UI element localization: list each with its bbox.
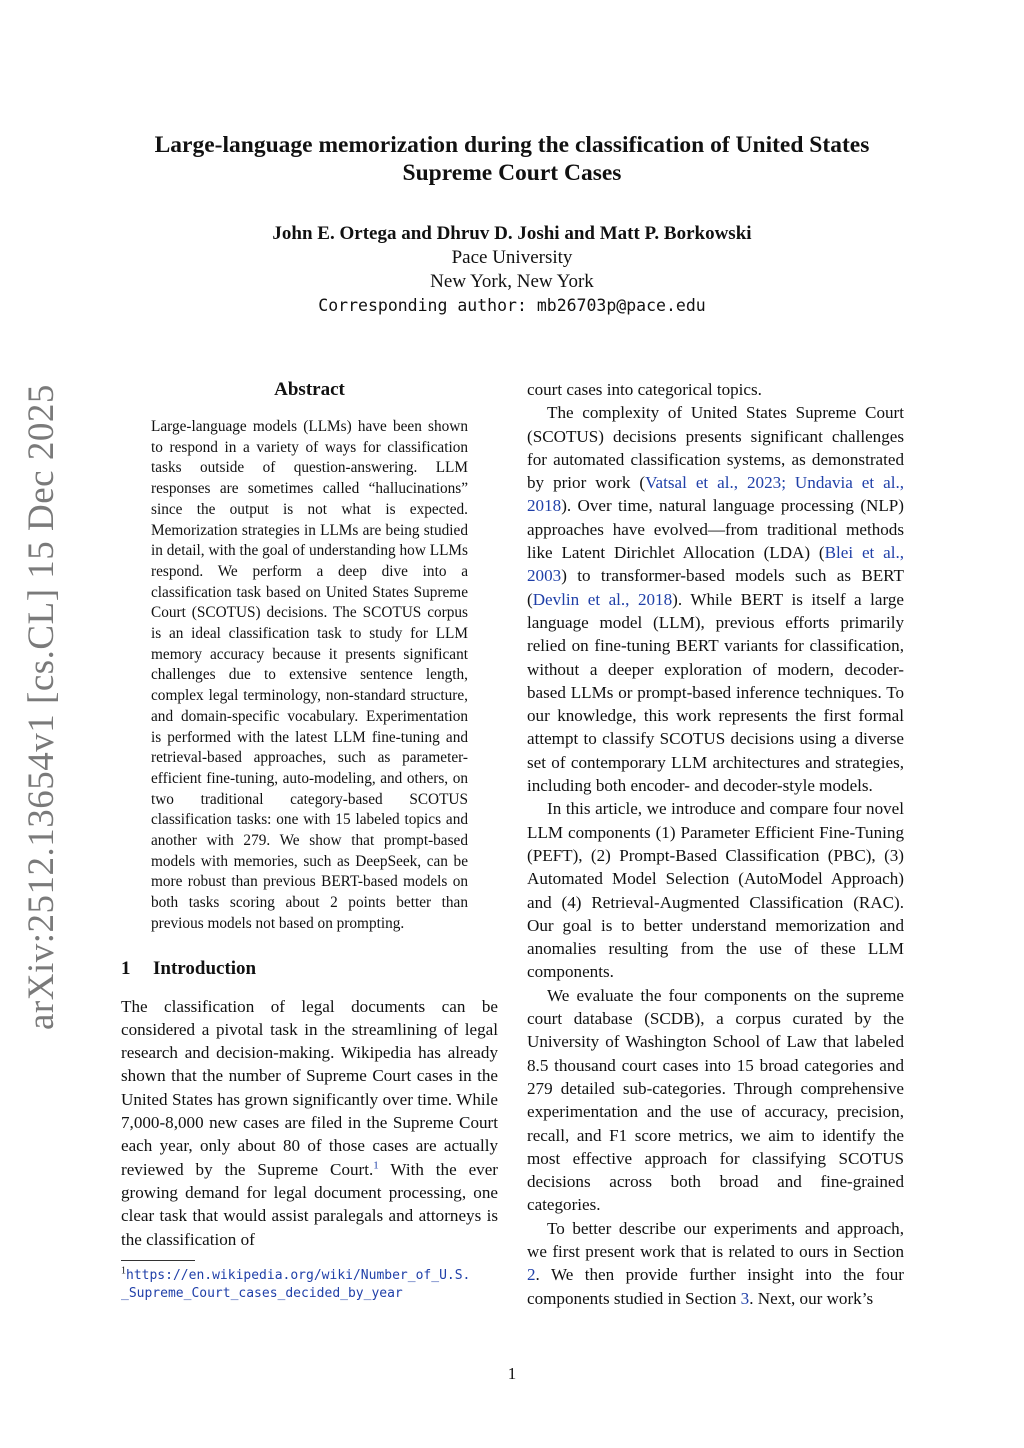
intro-paragraph-2 bbox=[527, 401, 904, 797]
intro-paragraph-3: In this article, we introduce and compare four novel LLM components (1) Parameter Efficient Fine-Tuning (PEFT), (2) Prompt-Based Classification (PBC), (3) Automated Model Selection (AutoModel Approach) and (4) Retrieval-Augmented Classification (RAC). Our goal is to better understand memorization and anomalies resulting from the use of these LLM components. bbox=[527, 799, 904, 982]
section-title: Introduction bbox=[153, 957, 257, 979]
footnote-1 bbox=[121, 1267, 498, 1303]
footnote-number: 1 bbox=[121, 1265, 126, 1277]
intro-paragraph-2-text-d: ). While BERT is itself a large language model (LLM), previous efforts primarily relied on fine-tuning BERT variants for classification, without a deeper exploration of modern, decoder-based LLMs or prompt-based inference techniques. To our knowledge, this work represents the first formal attempt to classify SCOTUS decisions using a diverse set of contemporary LLM architectures and strategies, including both encoder- and decoder-style models. bbox=[527, 589, 904, 796]
intro-paragraph-5-text-c: . Next, our work’s bbox=[749, 1288, 874, 1308]
abstract-text: Large-language models (LLMs) have been shown to respond in a variety of ways for classification tasks outside of question-answering. LLM responses are sometimes called “hallucinations” since the output is not what is expected. Memorization strategies in LLMs are being studied in detail, with the goal of understanding how LLMs respond. We perform a deep dive into a classification task based on United States Supreme Court (SCOTUS) decisions. The SCOTUS corpus is an ideal classification task to study for LLM memory accuracy because it presents significant challenges due to extensive sentence length, complex legal terminology, non-standard structure, and domain-specific vocabulary. Experimentation is performed with the latest LLM fine-tuning and retrieval-based approaches, such as parameter-efficient fine-tuning, auto-modeling, and others, on two traditional category-based SCOTUS classification tasks: one with 15 labeled topics and another with 279. We show that prompt-based models with memories, such as DeepSeek, can be more robust than previous BERT-based models on both tasks scoring about 2 points better than previous models not based on prompting. bbox=[151, 418, 468, 932]
author-affiliation: Pace University bbox=[451, 247, 573, 268]
section-number: 1 bbox=[121, 957, 131, 979]
author-names: John E. Ortega and Dhruv D. Joshi and Matt P. Borkowski bbox=[272, 223, 752, 244]
paper-title bbox=[100, 131, 924, 187]
intro-paragraph-2-text-b: ). Over time, natural language processing (NLP) approaches have evolved—from traditional methods like Latent Dirichlet Allocation (LDA) ( bbox=[527, 496, 904, 563]
page-number: 1 bbox=[507, 1364, 517, 1383]
left-column bbox=[121, 378, 498, 1303]
corresponding-author-contact: Corresponding author: mb26703p@pace.edu bbox=[318, 296, 706, 315]
citation-vatsal-2023[interactable]: Vatsal et al., 2023 bbox=[645, 473, 782, 493]
intro-paragraph-1 bbox=[121, 995, 498, 1251]
right-column bbox=[527, 378, 904, 1310]
footnote-divider bbox=[121, 1260, 195, 1261]
citation-devlin-2018[interactable]: Devlin et al., 2018 bbox=[532, 589, 673, 609]
intro-paragraph-5-text-b: . We then provide further insight into the four components studied in Section bbox=[527, 1265, 904, 1308]
footnote-url-line-1[interactable]: https://en.wikipedia.org/wiki/Number_of_U.S. bbox=[126, 1267, 471, 1283]
abstract-heading: Abstract bbox=[274, 379, 345, 400]
intro-paragraph-5-text-a: To better describe our experiments and approach, we first present work that is related to ours in Section bbox=[527, 1218, 904, 1261]
paper-title-line-1: Large-language memorization during the classification of United States bbox=[154, 132, 870, 158]
paper-title-line-2: Supreme Court Cases bbox=[402, 160, 622, 186]
intro-paragraph-4: We evaluate the four components on the supreme court database (SCDB), a corpus curated by the University of Washington School of Law that labeled 8.5 thousand court cases into 15 broad categories and 279 detailed sub-categories. Through comprehensive experimentation and the use of accuracy, precision, recall, and F1 score metrics, we aim to identify the most effective approach for classifying SCOTUS decisions across both broad and fine-grained categories. bbox=[527, 985, 904, 1215]
author-location: New York, New York bbox=[430, 271, 594, 292]
intro-paragraph-2-text-a: The complexity of United States Supreme Court (SCOTUS) decisions presents significant challenges for automated classification systems, as demonstrated by prior work ( bbox=[527, 403, 904, 493]
intro-paragraph-2-text-c: ) to transformer-based models such as BERT ( bbox=[527, 566, 904, 609]
section-3-reference[interactable]: 3 bbox=[740, 1288, 750, 1308]
citation-blei-2003[interactable]: Blei et al., 2003 bbox=[527, 543, 904, 586]
intro-paragraph-1-text-b: With the ever growing demand for legal document processing, one clear task that would assist paralegals and attorneys is the classification of bbox=[121, 1159, 498, 1249]
intro-paragraph-5 bbox=[527, 1217, 904, 1310]
section-heading-introduction bbox=[121, 957, 498, 981]
intro-paragraph-1-text-a: The classification of legal documents can be considered a pivotal task in the streamlining of legal research and decision-making. Wikipedia has already shown that the number of Supreme Court cases in the United States has grown significantly over time. While 7,000-8,000 new cases are filed in the Supreme Court each year, only about 80 of those cases are actually reviewed by the Supreme Court. bbox=[121, 996, 498, 1179]
citation-separator: ; bbox=[781, 473, 795, 493]
footnote-url-line-2[interactable]: _Supreme_Court_cases_decided_by_year bbox=[121, 1285, 403, 1301]
intro-paragraph-1-continued: court cases into categorical topics. bbox=[527, 380, 762, 399]
arxiv-identifier: arXiv:2512.13654v1 [cs.CL] 15 Dec 2025 bbox=[21, 384, 62, 1030]
section-2-reference[interactable]: 2 bbox=[527, 1265, 536, 1285]
author-block bbox=[100, 222, 924, 318]
citation-undavia-2018[interactable]: Undavia et al., 2018 bbox=[527, 473, 904, 516]
footnote-marker[interactable]: 1 bbox=[373, 1158, 379, 1171]
